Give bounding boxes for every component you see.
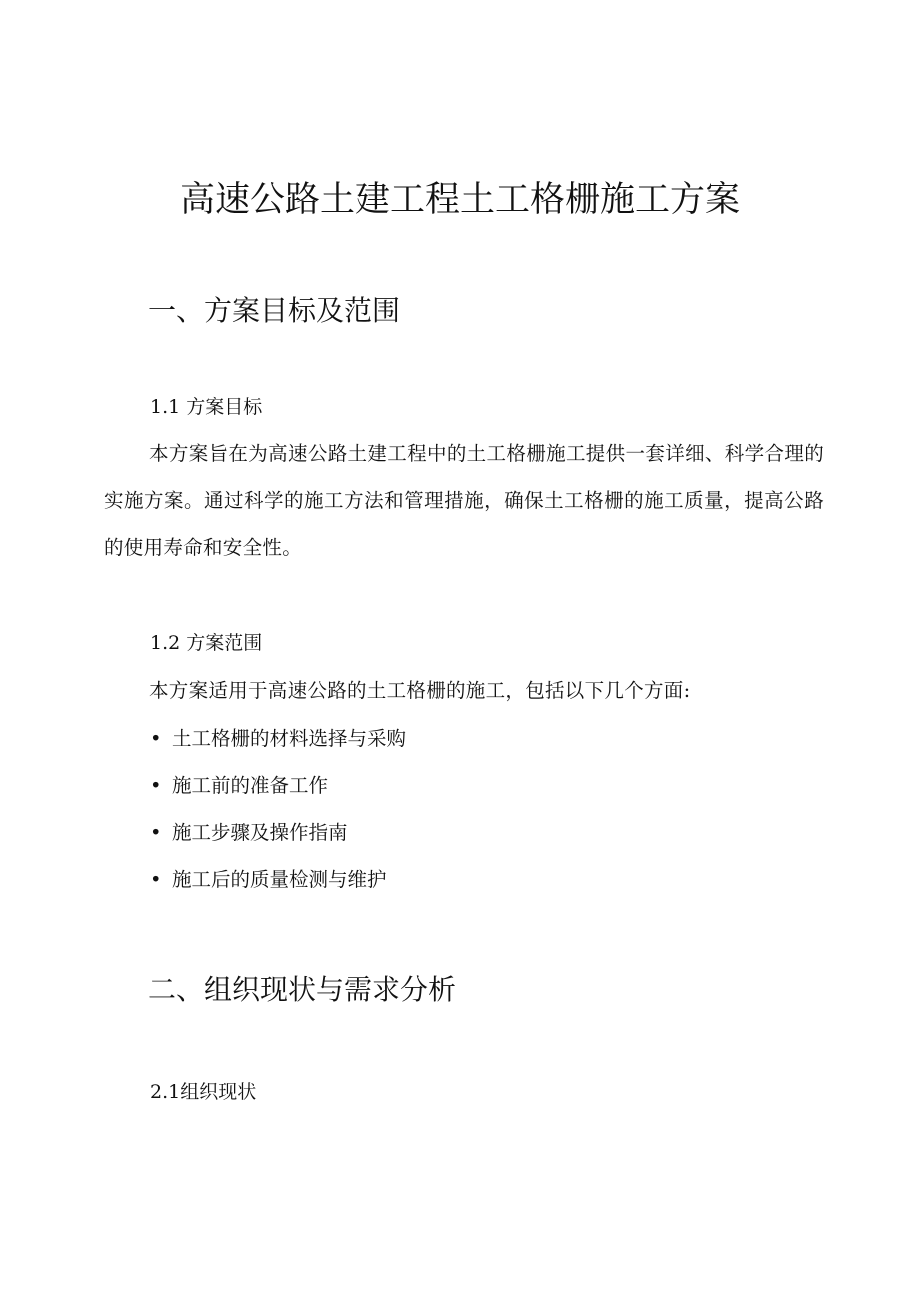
subsection-heading-2-1: 2.1组织现状	[150, 1081, 257, 1103]
list-item-text: 施工前的准备工作	[172, 774, 329, 797]
list-item	[150, 715, 406, 762]
list-item-text: 土工格栅的材料选择与采购	[172, 727, 407, 750]
paragraph-1-1: 本方案旨在为高速公路土建工程中的土工格栅施工提供一套详细、科学合理的实施方案。通过科学的施工方法和管理措施，确保土工格栅的施工质量，提高公路的使用寿命和安全性。	[104, 442, 824, 559]
list-item-text: 施工后的质量检测与维护	[172, 868, 387, 891]
bullet-icon: •	[150, 821, 162, 844]
list-item	[150, 856, 406, 903]
subsection-heading-1-2: 1.2 方案范围	[150, 632, 263, 654]
list-item-text: 施工步骤及操作指南	[172, 821, 348, 844]
scope-list	[150, 715, 406, 903]
document-title: 高速公路土建工程土工格栅施工方案	[179, 180, 740, 220]
bullet-icon: •	[150, 868, 162, 891]
list-item	[150, 809, 406, 856]
list-item	[150, 762, 406, 809]
bullet-icon: •	[150, 774, 162, 797]
section-heading-2: 二、组织现状与需求分析	[148, 973, 457, 1006]
section-heading-1: 一、方案目标及范围	[148, 294, 401, 327]
paragraph-1-2: 本方案适用于高速公路的土工格栅的施工，包括以下几个方面:	[149, 679, 691, 702]
bullet-icon: •	[150, 727, 162, 750]
subsection-heading-1-1: 1.1 方案目标	[150, 396, 263, 418]
